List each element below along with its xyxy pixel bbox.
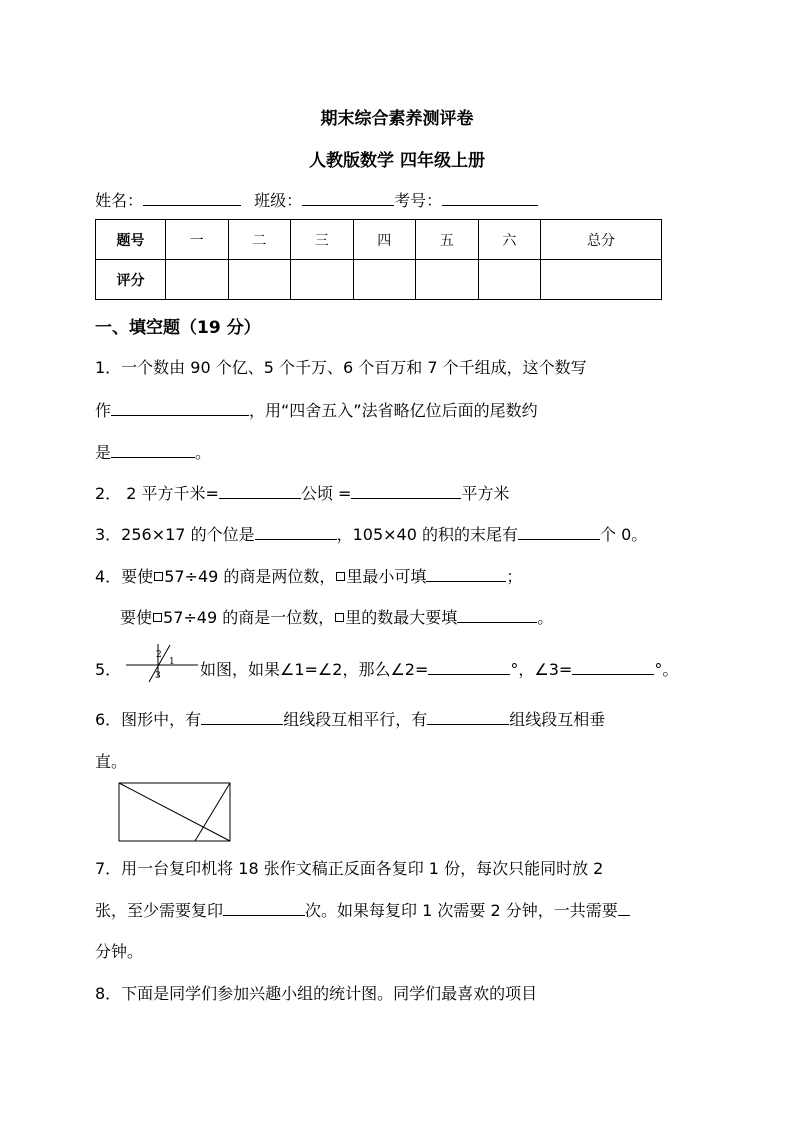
class-blank[interactable]	[302, 191, 394, 206]
answer-blank[interactable]	[255, 525, 337, 540]
section-heading: 一、填空题（19 分）	[95, 318, 261, 338]
class-label: 班级：	[254, 191, 303, 210]
answer-blank[interactable]	[457, 608, 537, 623]
score-table-header-row	[96, 220, 662, 260]
score-cell[interactable]	[478, 260, 541, 300]
score-cell[interactable]	[228, 260, 291, 300]
question-1-line-3	[95, 440, 211, 463]
answer-blank[interactable]	[351, 484, 461, 499]
question-2-text: 平方米	[461, 484, 510, 503]
score-table-col: 五	[416, 220, 479, 260]
question-4-text: 4．要使	[95, 567, 154, 586]
question-5-number: 5．	[95, 660, 122, 679]
answer-blank[interactable]	[618, 901, 630, 916]
question-7-text: 张，至少需要复印	[95, 901, 224, 920]
question-4-text: 里的数最大要填	[345, 608, 458, 627]
question-1-text: 作	[95, 401, 112, 420]
question-4-line-1	[95, 564, 522, 587]
question-3-text: 个 0。	[599, 525, 648, 544]
question-4-text: 57÷49 的商是一位数，	[163, 608, 335, 627]
question-4-text: 要使	[120, 608, 153, 627]
question-2-text: 2． 2 平方千米=	[95, 484, 219, 503]
question-1-line-2	[95, 398, 538, 421]
answer-blank[interactable]	[572, 660, 654, 675]
student-info-row	[95, 188, 538, 211]
box-placeholder-icon	[153, 613, 162, 622]
question-6-text: 组线段互相平行，有	[283, 710, 428, 729]
angle-label-1: 1	[169, 657, 175, 667]
box-placeholder-icon	[335, 613, 344, 622]
score-table-score-row	[96, 260, 662, 300]
diagonal-line	[119, 783, 230, 841]
answer-blank[interactable]	[426, 567, 506, 582]
angle-label-2: 2	[156, 650, 162, 660]
score-table	[95, 219, 662, 300]
question-4-text: ；	[506, 567, 523, 586]
angle-label-3: 3	[155, 671, 161, 681]
question-7-line-1: 7．用一台复印机将 18 张作文稿正反面各复印 1 份，每次只能同时放 2	[95, 859, 604, 878]
answer-blank[interactable]	[201, 710, 283, 725]
question-3-text: ，105×40 的积的末尾有	[336, 525, 518, 544]
score-table-col: 总分	[541, 220, 662, 260]
answer-blank[interactable]	[518, 525, 600, 540]
number-blank[interactable]	[442, 191, 538, 206]
answer-blank[interactable]	[219, 484, 301, 499]
score-cell[interactable]	[166, 260, 229, 300]
score-cell[interactable]	[291, 260, 354, 300]
rectangle-figure	[117, 781, 233, 845]
box-placeholder-icon	[336, 572, 345, 581]
question-5-text: °。	[654, 660, 679, 679]
answer-blank[interactable]	[428, 660, 510, 675]
question-4-line-2	[120, 605, 553, 628]
score-cell[interactable]	[353, 260, 416, 300]
exam-subtitle: 人教版数学 四年级上册	[309, 151, 485, 171]
question-7-line-2	[95, 898, 630, 921]
question-4-text: 里最小可填	[346, 567, 427, 586]
question-6-line-2: 直。	[95, 752, 128, 771]
score-table-row1-label: 题号	[96, 220, 166, 260]
angle-figure	[126, 643, 198, 683]
question-7-line-3: 分钟。	[95, 942, 144, 961]
answer-blank[interactable]	[223, 901, 305, 916]
score-cell[interactable]	[541, 260, 662, 300]
question-6-text: 组线段互相垂	[509, 710, 606, 729]
exam-title: 期末综合素养测评卷	[320, 109, 474, 129]
box-placeholder-icon	[154, 572, 163, 581]
score-table-col: 三	[291, 220, 354, 260]
question-1-text: 。	[195, 443, 212, 462]
score-table-col: 四	[353, 220, 416, 260]
question-5	[200, 657, 678, 680]
question-1-line-1: 1．一个数由 90 个亿、5 个千万、6 个百万和 7 个千组成，这个数写	[95, 358, 587, 377]
question-4-text: 。	[537, 608, 554, 627]
question-2	[95, 481, 509, 504]
question-1-text: ，用“四舍五入”法省略亿位后面的尾数约	[249, 401, 538, 420]
score-table-row2-label: 评分	[96, 260, 166, 300]
question-2-text: 公顷 =	[300, 484, 352, 503]
question-6-line-1	[95, 707, 605, 730]
question-3	[95, 522, 647, 545]
question-3-text: 3．256×17 的个位是	[95, 525, 255, 544]
number-label: 考号：	[394, 191, 443, 210]
answer-blank[interactable]	[427, 710, 509, 725]
question-6-text: 6．图形中，有	[95, 710, 202, 729]
answer-blank[interactable]	[111, 401, 249, 416]
name-blank[interactable]	[143, 191, 241, 206]
question-1-text: 是	[95, 443, 112, 462]
name-label: 姓名：	[95, 191, 144, 210]
answer-blank[interactable]	[111, 443, 195, 458]
question-5-text: °，∠3=	[510, 660, 573, 679]
score-table-col: 一	[166, 220, 229, 260]
score-table-col: 二	[228, 220, 291, 260]
score-cell[interactable]	[416, 260, 479, 300]
question-5-text: 如图，如果∠1=∠2，那么∠2=	[200, 660, 429, 679]
score-table-col: 六	[478, 220, 541, 260]
question-7-text: 次。如果每复印 1 次需要 2 分钟，一共需要	[305, 901, 618, 920]
question-4-text: 57÷49 的商是两位数，	[164, 567, 336, 586]
question-8: 8．下面是同学们参加兴趣小组的统计图。同学们最喜欢的项目	[95, 984, 538, 1003]
